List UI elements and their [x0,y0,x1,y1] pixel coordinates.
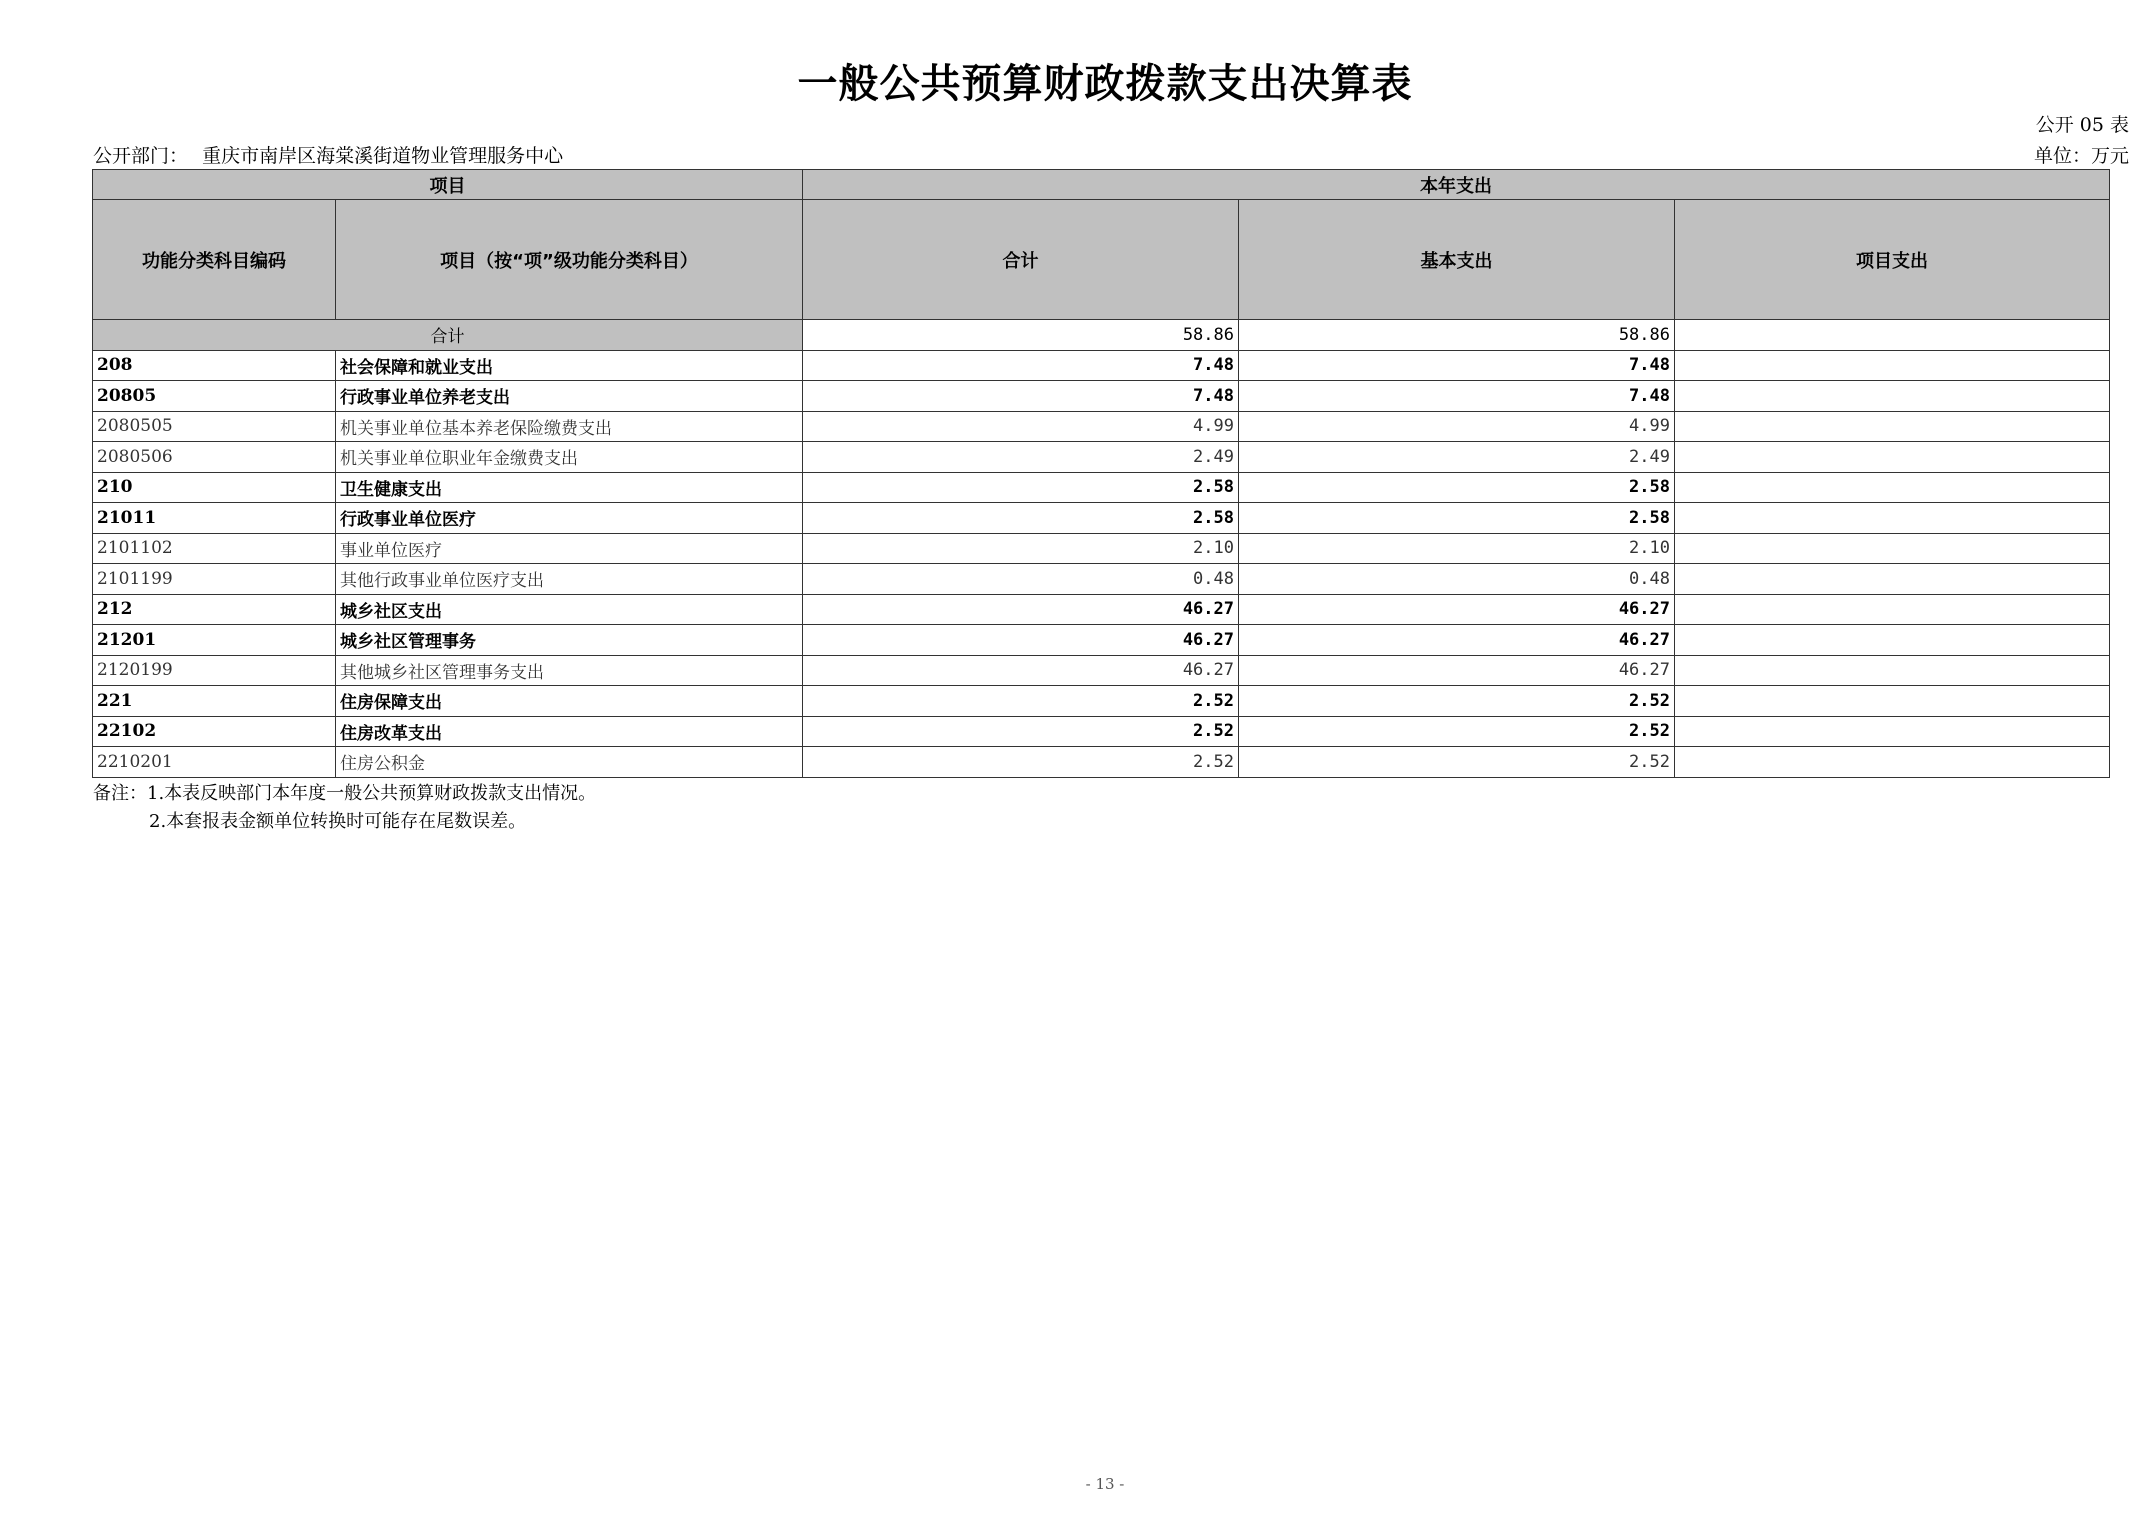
row-name: 住房改革支出 [336,716,803,747]
row-code: 21201 [93,625,336,656]
department-label: 公开部门： [93,145,189,167]
row-project [1675,747,2110,778]
table-row [93,716,2110,747]
row-project [1675,625,2110,656]
row-code: 21011 [93,503,336,534]
table-row [93,503,2110,534]
row-code: 2210201 [93,747,336,778]
row-code: 2080505 [93,411,336,442]
row-total: 2.10 [803,533,1239,564]
expenditure-table [92,169,2110,778]
row-total: 2.49 [803,442,1239,473]
row-basic: 2.52 [1239,716,1675,747]
note-line-2: 2.本套报表金额单位转换时可能存在尾数误差。 [149,811,527,832]
department-line [93,141,563,168]
row-project [1675,350,2110,381]
header-row-top [93,170,2110,200]
row-code: 22102 [93,716,336,747]
row-code: 210 [93,472,336,503]
table-row [93,350,2110,381]
header-current-year: 本年支出 [803,170,2110,200]
table-number: 公开 05 表 [2035,114,2129,136]
table-row [93,533,2110,564]
row-name: 住房保障支出 [336,686,803,717]
row-project [1675,533,2110,564]
row-basic: 2.52 [1239,747,1675,778]
row-project [1675,564,2110,595]
row-total: 46.27 [803,594,1239,625]
department-name: 重庆市南岸区海棠溪街道物业管理服务中心 [202,145,564,167]
row-basic: 7.48 [1239,350,1675,381]
row-project [1675,716,2110,747]
header-basic: 基本支出 [1239,200,1675,320]
row-basic: 46.27 [1239,655,1675,686]
row-total: 2.52 [803,747,1239,778]
row-code: 2120199 [93,655,336,686]
row-total: 46.27 [803,655,1239,686]
row-name: 其他行政事业单位医疗支出 [336,564,803,595]
row-code: 2080506 [93,442,336,473]
row-total: 46.27 [803,625,1239,656]
total-label: 合计 [93,320,803,351]
table-row [93,747,2110,778]
row-project [1675,381,2110,412]
row-name: 城乡社区支出 [336,594,803,625]
table-row [93,472,2110,503]
row-basic: 2.49 [1239,442,1675,473]
row-project [1675,411,2110,442]
table-row [93,655,2110,686]
row-project [1675,472,2110,503]
row-basic: 2.52 [1239,686,1675,717]
total-row [93,320,2110,351]
table-row [93,442,2110,473]
row-basic: 2.58 [1239,472,1675,503]
row-basic: 46.27 [1239,625,1675,656]
row-code: 212 [93,594,336,625]
header-code: 功能分类科目编码 [93,200,336,320]
row-basic: 7.48 [1239,381,1675,412]
table-row [93,411,2110,442]
row-name: 城乡社区管理事务 [336,625,803,656]
row-basic: 2.58 [1239,503,1675,534]
header-project: 项目 [93,170,803,200]
row-name: 机关事业单位基本养老保险缴费支出 [336,411,803,442]
header-item-name: 项目（按“项”级功能分类科目） [336,200,803,320]
row-project [1675,503,2110,534]
row-total: 7.48 [803,381,1239,412]
row-total: 2.52 [803,716,1239,747]
notes [93,780,596,836]
table-row [93,594,2110,625]
row-code: 221 [93,686,336,717]
row-name: 行政事业单位医疗 [336,503,803,534]
row-name: 社会保障和就业支出 [336,350,803,381]
row-code: 2101102 [93,533,336,564]
row-project [1675,686,2110,717]
row-name: 卫生健康支出 [336,472,803,503]
row-total: 2.58 [803,472,1239,503]
row-basic: 46.27 [1239,594,1675,625]
row-name: 其他城乡社区管理事务支出 [336,655,803,686]
total-basic: 58.86 [1239,320,1675,351]
row-total: 2.58 [803,503,1239,534]
row-basic: 2.10 [1239,533,1675,564]
row-project [1675,655,2110,686]
row-basic: 4.99 [1239,411,1675,442]
row-name: 机关事业单位职业年金缴费支出 [336,442,803,473]
page-number: - 13 - [1085,1475,1125,1493]
note-line-1: 备注：1.本表反映部门本年度一般公共预算财政拨款支出情况。 [93,783,597,804]
header-project-expense: 项目支出 [1675,200,2110,320]
row-basic: 0.48 [1239,564,1675,595]
row-total: 7.48 [803,350,1239,381]
row-name: 住房公积金 [336,747,803,778]
row-total: 2.52 [803,686,1239,717]
row-name: 事业单位医疗 [336,533,803,564]
row-total: 4.99 [803,411,1239,442]
row-code: 20805 [93,381,336,412]
table-row [93,564,2110,595]
row-project [1675,594,2110,625]
total-total: 58.86 [803,320,1239,351]
page-title: 一般公共预算财政拨款支出决算表 [797,61,1413,107]
table-row [93,381,2110,412]
row-total: 0.48 [803,564,1239,595]
unit-label: 单位：万元 [2033,145,2129,167]
row-code: 2101199 [93,564,336,595]
total-project [1675,320,2110,351]
table-row [93,686,2110,717]
row-code: 208 [93,350,336,381]
row-name: 行政事业单位养老支出 [336,381,803,412]
table-row [93,625,2110,656]
header-row-sub [93,200,2110,320]
header-total: 合计 [803,200,1239,320]
row-project [1675,442,2110,473]
